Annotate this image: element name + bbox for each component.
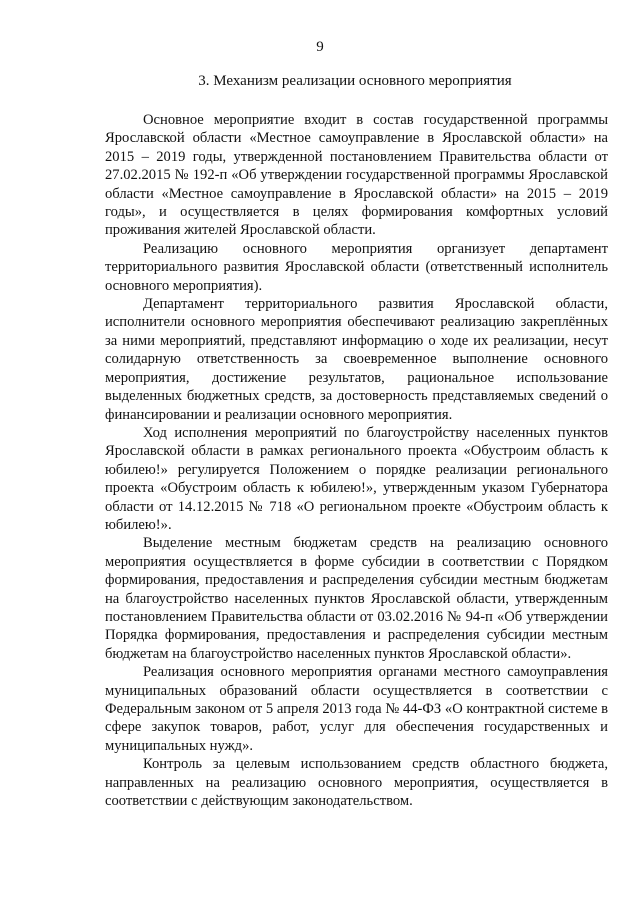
- paragraph-regional-project: Ход исполнения мероприятий по благоустройству населенных пунктов Ярославской области в рамках регионального проекта «Обустроим область к юбилею!» регулируется Положением о порядке реализации регионального проекта «Обустроим область к юбилею!», утвержденным указом Губернатора области от 14.12.2015 № 718 «О региональном проекте «Обустроим область к юбилею!».: [105, 424, 608, 533]
- section-heading: 3. Механизм реализации основного мероприятия: [198, 73, 512, 89]
- paragraph-organizer: Реализацию основного мероприятия организует департамент территориального развития Ярославской области (ответственный исполнитель основного мероприятия).: [105, 240, 608, 294]
- paragraph-responsibility: Департамент территориального развития Ярославской области, исполнители основного мероприятия обеспечивают реализацию закреплённых за ними мероприятий, представляют информацию о ходе их реализации, несут солидарную ответственность за своевременное выполнение основного мероприятия, достижение результатов, рациональное использование выделенных бюджетных средств, за достоверность представляемых сведений о финансировании и реализации основного мероприятия.: [105, 296, 608, 423]
- paragraph-control: Контроль за целевым использованием средств областного бюджета, направленных на реализацию основного мероприятия, осуществляется в соответствии с действующим законодательством.: [105, 756, 608, 810]
- page-number: 9: [316, 39, 324, 55]
- paragraph-subsidy: Выделение местным бюджетам средств на реализацию основного мероприятия осуществляется в форме субсидии в соответствии с Порядком формирования, предоставления и распределения субсидии местным бюджетам на благоустройство населенных пунктов Ярославской области, утвержденным постановлением Правительства области от 03.02.2016 № 94-п «Об утверждении Порядка формирования, предоставления и распределения субсидии местным бюджетам на благоустройство населенных пунктов Ярославской области».: [105, 535, 608, 662]
- paragraph-program: Основное мероприятие входит в состав государственной программы Ярославской области «Местное самоуправление в Ярославской области» на 2015 – 2019 годы, утвержденной постановлением Правительства области от 27.02.2015 № 192-п «Об утверждении государственной программы Ярославской области «Местное самоуправление в Ярославской области» на 2015 – 2019 годы», и осуществляется в целях формирования комфортных условий проживания жителей Ярославской области.: [105, 112, 608, 239]
- section-body: [105, 111, 608, 810]
- paragraph-federal-law: Реализация основного мероприятия органами местного самоуправления муниципальных образований области осуществляется в соответствии с Федеральным законом от 5 апреля 2013 года № 44-ФЗ «О контрактной системе в сфере закупок товаров, работ, услуг для обеспечения государственных и муниципальных нужд».: [105, 664, 608, 754]
